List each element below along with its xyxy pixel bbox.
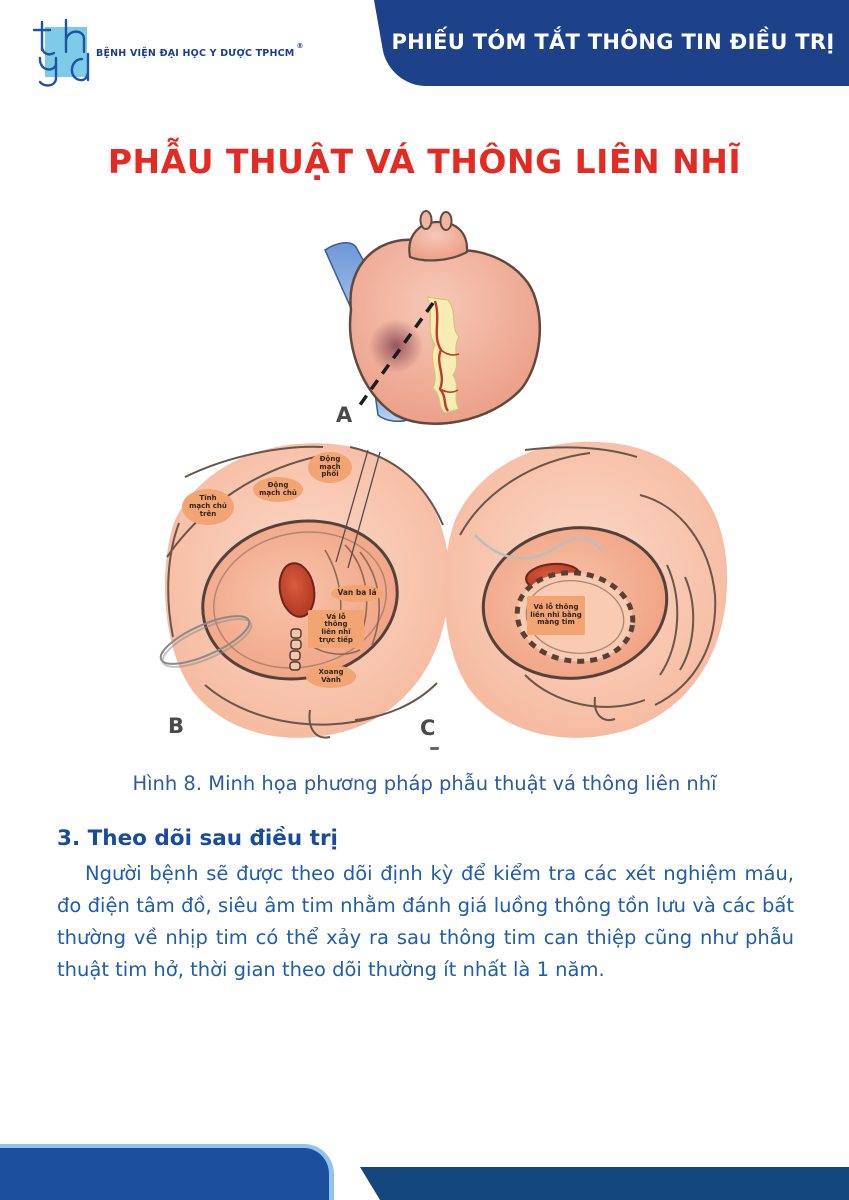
- label-direct-patch-text: Vá lỗ thông liên nhĩ trực tiếp: [319, 612, 353, 644]
- section-body-paragraph: Người bệnh sẽ được theo dõi định kỳ để kiểm tra các xét nghiệm máu, đo điện tâm đồ, siêu âm tim nhằm đánh giá luồng thông tồn lưu và các bất thường về nhịp tim có thể xảy ra sau thông tim can thiệp cũng như phẫu thuật tim hở, thời gian theo dõi thường ít nhất là 1 năm.: [57, 862, 794, 981]
- label-direct-patch: [308, 610, 364, 648]
- label-tricuspid-valve: [331, 585, 383, 602]
- label-coronary-sinus-text: Xoang Vành: [318, 667, 344, 684]
- surgery-illustration: [55, 205, 795, 760]
- label-pulmonary-artery-text: Động mạch phổi: [319, 454, 341, 479]
- registered-mark: ®: [296, 42, 304, 50]
- footer-blue-tab: [0, 1144, 334, 1200]
- label-pulmonary-artery: [308, 452, 352, 483]
- panel-label-a: A: [336, 403, 353, 427]
- label-superior-vena-cava: [182, 489, 234, 525]
- label-aorta-text: Động mạch chủ: [259, 480, 297, 497]
- footer-navy-bar: [300, 1167, 849, 1200]
- hospital-name: [96, 42, 304, 60]
- panel-a-heart: [325, 211, 540, 424]
- hospital-logo: [26, 16, 356, 88]
- hospital-name-text: BỆNH VIỆN ĐẠI HỌC Y DƯỢC TPHCM: [96, 48, 295, 60]
- panel-label-c: C: [420, 716, 436, 740]
- label-pericardial-patch-text: Vá lỗ thông liên nhĩ bằng màng tim: [530, 602, 582, 627]
- label-aorta: [253, 477, 303, 502]
- label-tricuspid-valve-text: Van ba lá: [337, 588, 377, 598]
- panel-c-patch-closure: [444, 442, 727, 738]
- page-title: PHẪU THUẬT VÁ THÔNG LIÊN NHĨ: [107, 142, 742, 181]
- header-banner-title: PHIẾU TÓM TẮT THÔNG TIN ĐIỀU TRỊ: [391, 30, 835, 54]
- panel-label-b: B: [168, 714, 185, 738]
- figure-caption: Hình 8. Minh họa phương pháp phẫu thuật vá thông liên nhĩ: [132, 772, 717, 795]
- label-coronary-sinus: [306, 665, 356, 688]
- label-superior-vena-cava-text: Tĩnh mạch chủ trên: [189, 494, 227, 518]
- panel-c-dash: [430, 747, 439, 750]
- label-pericardial-patch: [527, 596, 585, 635]
- hospital-logo-icon: [26, 16, 98, 88]
- section-heading: 3. Theo dõi sau điều trị: [57, 826, 338, 851]
